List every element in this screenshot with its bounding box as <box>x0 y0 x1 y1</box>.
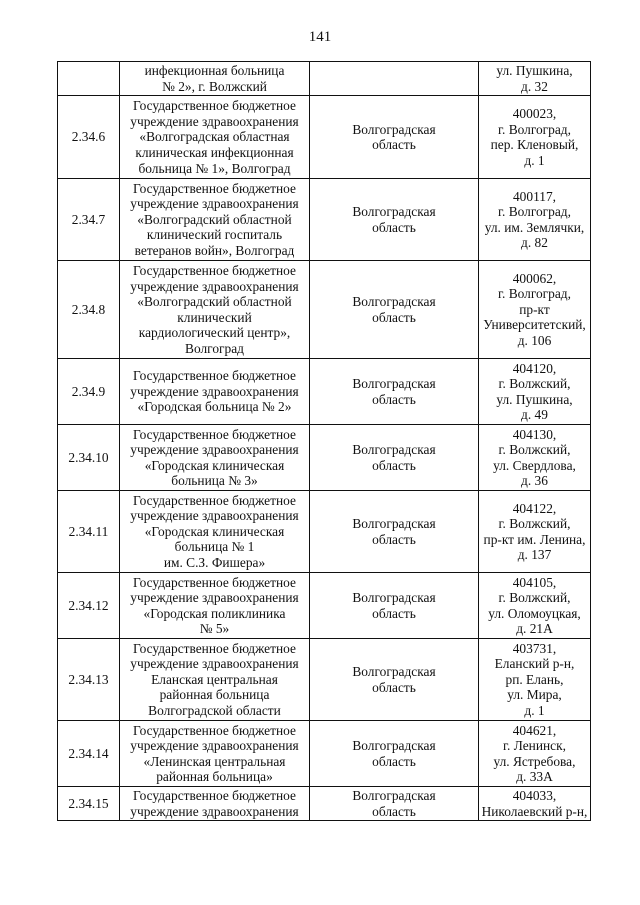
region <box>310 62 479 96</box>
table-row <box>58 96 591 179</box>
institutions-table <box>57 61 591 821</box>
institution-name: Государственное бюджетное учреждение здравоохранения «Волгоградский областной клинический госпиталь ветеранов войн», Волгоград <box>120 179 310 261</box>
institution-name: Государственное бюджетное учреждение здравоохранения Еланская центральная районная больница Волгоградской области <box>120 639 310 721</box>
address: 404120, г. Волжский, ул. Пушкина, д. 49 <box>479 359 591 425</box>
table-row <box>58 425 591 491</box>
table-row <box>58 787 591 821</box>
institution-name: Государственное бюджетное учреждение здравоохранения «Волгоградская областная клиническая инфекционная больница № 1», Волгоград <box>120 96 310 179</box>
institution-name: инфекционная больница № 2», г. Волжский <box>120 62 310 96</box>
row-number: 2.34.11 <box>58 491 120 573</box>
address: 400117, г. Волгоград, ул. им. Землячки, д. 82 <box>479 179 591 261</box>
address: 400023, г. Волгоград, пер. Кленовый, д. 1 <box>479 96 591 179</box>
address: 404033, Николаевский р-н, <box>479 787 591 821</box>
region: Волгоградская область <box>310 425 479 491</box>
address: ул. Пушкина, д. 32 <box>479 62 591 96</box>
institution-name: Государственное бюджетное учреждение здравоохранения «Городская поликлиника № 5» <box>120 573 310 639</box>
institution-name: Государственное бюджетное учреждение здравоохранения «Ленинская центральная районная больница» <box>120 721 310 787</box>
table-row <box>58 179 591 261</box>
region: Волгоградская область <box>310 491 479 573</box>
address: 404130, г. Волжский, ул. Свердлова, д. 36 <box>479 425 591 491</box>
table-row <box>58 359 591 425</box>
institution-name: Государственное бюджетное учреждение здравоохранения «Городская клиническая больница № 1 им. С.З. Фишера» <box>120 491 310 573</box>
institution-name: Государственное бюджетное учреждение здравоохранения «Городская больница № 2» <box>120 359 310 425</box>
table-row <box>58 261 591 359</box>
row-number: 2.34.13 <box>58 639 120 721</box>
region: Волгоградская область <box>310 261 479 359</box>
region: Волгоградская область <box>310 721 479 787</box>
region: Волгоградская область <box>310 787 479 821</box>
table-row <box>58 573 591 639</box>
region: Волгоградская область <box>310 639 479 721</box>
row-number: 2.34.6 <box>58 96 120 179</box>
table-row <box>58 639 591 721</box>
row-number: 2.34.9 <box>58 359 120 425</box>
region: Волгоградская область <box>310 573 479 639</box>
table-row <box>58 721 591 787</box>
address: 400062, г. Волгоград, пр-кт Университетский, д. 106 <box>479 261 591 359</box>
row-number: 2.34.10 <box>58 425 120 491</box>
row-number <box>58 62 120 96</box>
page-number: 141 <box>308 29 332 45</box>
region: Волгоградская область <box>310 359 479 425</box>
table-row <box>58 491 591 573</box>
row-number: 2.34.15 <box>58 787 120 821</box>
row-number: 2.34.12 <box>58 573 120 639</box>
row-number: 2.34.7 <box>58 179 120 261</box>
region: Волгоградская область <box>310 96 479 179</box>
region: Волгоградская область <box>310 179 479 261</box>
address: 404105, г. Волжский, ул. Оломоуцкая, д. 21А <box>479 573 591 639</box>
address: 404122, г. Волжский, пр-кт им. Ленина, д. 137 <box>479 491 591 573</box>
row-number: 2.34.8 <box>58 261 120 359</box>
institution-name: Государственное бюджетное учреждение здравоохранения <box>120 787 310 821</box>
institution-name: Государственное бюджетное учреждение здравоохранения «Городская клиническая больница № 3» <box>120 425 310 491</box>
table-row <box>58 62 591 96</box>
row-number: 2.34.14 <box>58 721 120 787</box>
address: 404621, г. Ленинск, ул. Ястребова, д. 33А <box>479 721 591 787</box>
address: 403731, Еланский р-н, рп. Елань, ул. Мира, д. 1 <box>479 639 591 721</box>
institution-name: Государственное бюджетное учреждение здравоохранения «Волгоградский областной клинический кардиологический центр», Волгоград <box>120 261 310 359</box>
